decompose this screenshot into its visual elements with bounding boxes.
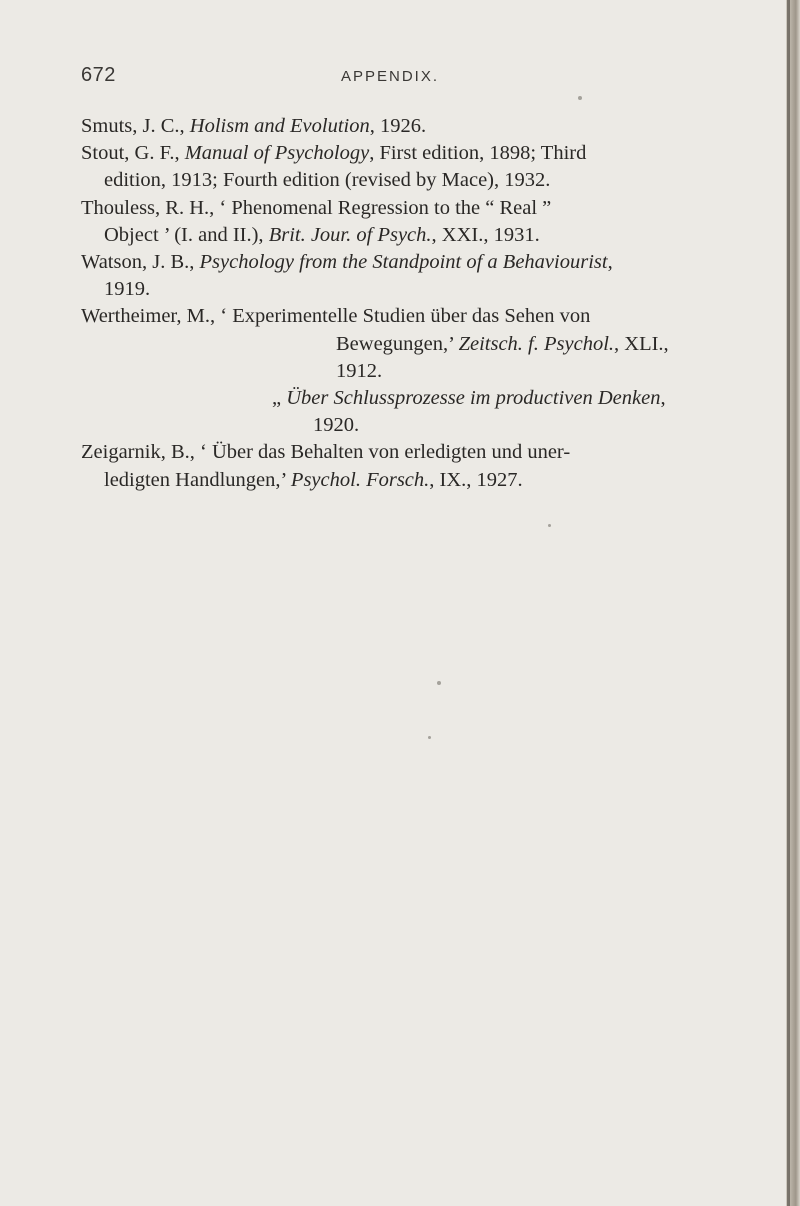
reference-entry-zeigarnik: Zeigarnik, B., ‘ Über das Behalten von erledigten und uner- ledigten Handlungen,’ Psychol. Forsch., IX., 1927. [81,441,571,491]
reference-title: Psychol. Forsch. [290,468,430,491]
reference-entry-watson: Watson, J. B., Psychology from the Standpoint of a Behaviourist, 1919. [81,251,613,301]
reference-title: Manual of Psychology [184,142,370,165]
reference-title: Über Schlussprozesse im productiven Denken [286,387,661,410]
paper-speck [437,681,441,685]
paper-speck [578,96,582,100]
reference-entry-thouless: Thouless, R. H., ‘ Phenomenal Regression to the “ Real ” Object ’ (I. and II.), Brit. Jour. of Psych., XXI., 1931. [81,196,552,246]
reference-entry-wertheimer: Wertheimer, M., ‘ Experimentelle Studien über das Sehen von Bewegungen,’ Zeitsch. f. Psychol., XLI., 1912. [81,305,669,382]
reference-entry-stout: Stout, G. F., Manual of Psychology, First edition, 1898; Third edition, 1913; Fourth edition (revised by Mace), 1932. [81,142,587,192]
section-title: APPENDIX. [341,68,440,85]
reference-list [81,113,721,494]
reference-title: Psychology from the Standpoint of a Behaviourist [199,251,608,274]
page-number: 672 [81,64,116,86]
paper-speck [428,736,431,739]
reference-entry-wertheimer-ditto: „ Über Schlussprozesse im productiven Denken, 1920. [272,387,666,437]
reference-title: Zeitsch. f. Psychol. [458,332,615,355]
reference-entry-smuts: Smuts, J. C., Holism and Evolution, 1926. [81,115,427,137]
reference-title: Holism and Evolution [189,115,370,137]
reference-title: Brit. Jour. of Psych. [268,223,432,246]
paper-speck [548,524,551,527]
running-head [81,64,701,90]
ditto-mark: „ [272,387,287,410]
book-spine-edge [787,0,790,1206]
